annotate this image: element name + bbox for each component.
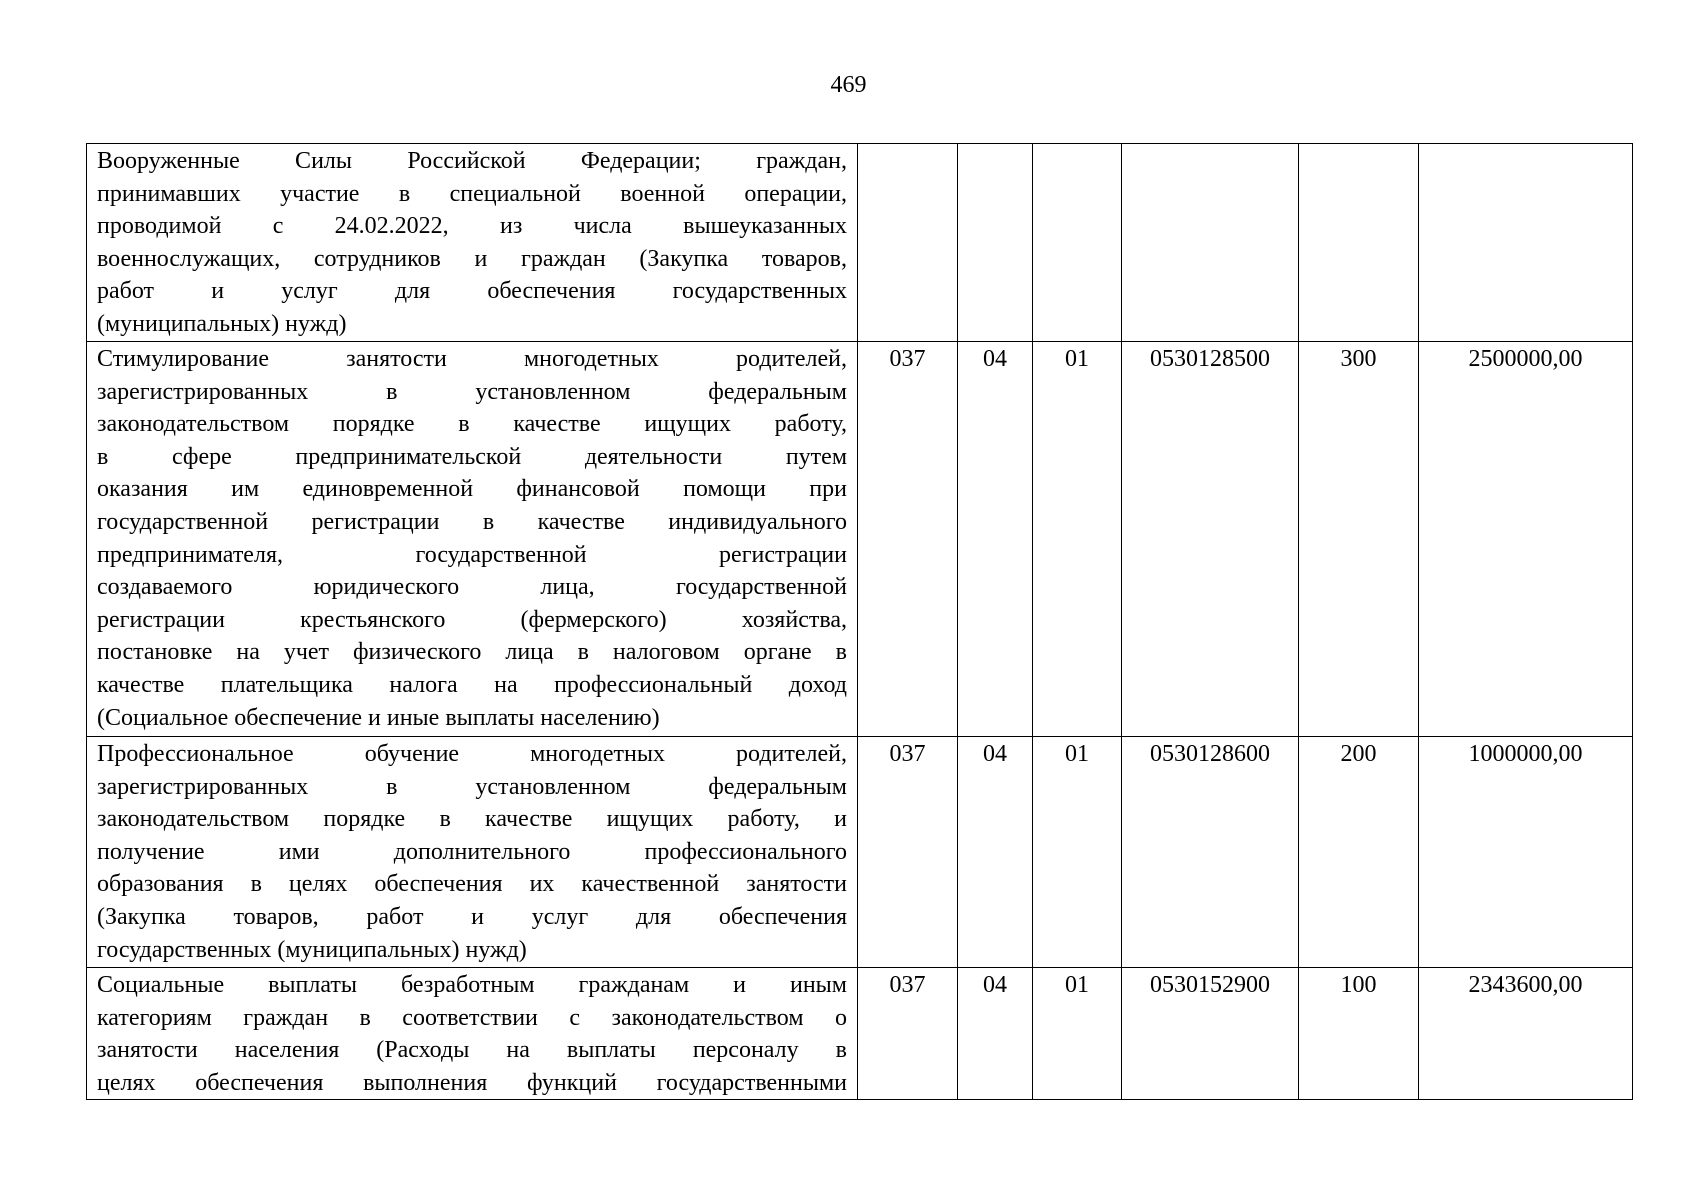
amount-cell: 2343600,00 bbox=[1419, 968, 1633, 1100]
section-code-cell bbox=[958, 144, 1033, 342]
ministry-code-cell bbox=[858, 144, 958, 342]
description-line: Вооруженные Силы Российской Федерации; граждан, bbox=[97, 148, 847, 174]
description-line: законодательством порядке в качестве ищущих работу, bbox=[97, 411, 847, 438]
description-line: зарегистрированных в установленном федеральным bbox=[97, 378, 847, 405]
budget-table bbox=[86, 143, 1633, 1100]
description-line: (Социальное обеспечение и иные выплаты населению) bbox=[97, 704, 660, 731]
amount-cell: 2500000,00 bbox=[1419, 342, 1633, 737]
description-line: занятости населения (Расходы на выплаты персоналу в bbox=[97, 1037, 847, 1064]
section-code-cell: 04 bbox=[958, 737, 1033, 968]
description-line: в сфере предпринимательской деятельности путем bbox=[97, 443, 847, 470]
expense-type-cell: 100 bbox=[1299, 968, 1419, 1100]
subsection-code-cell bbox=[1033, 144, 1122, 342]
description-line: целях обеспечения выполнения функций государственными bbox=[97, 1069, 847, 1096]
section-code-cell: 04 bbox=[958, 342, 1033, 737]
description-line: получение ими дополнительного профессионального bbox=[97, 838, 847, 865]
section-code-cell: 04 bbox=[958, 968, 1033, 1100]
description-line: регистрации крестьянского (фермерского) хозяйства, bbox=[97, 606, 847, 633]
description-line: Социальные выплаты безработным гражданам и иным bbox=[97, 972, 847, 998]
target-article-cell bbox=[1122, 144, 1299, 342]
description-line: качестве плательщика налога на профессиональный доход bbox=[97, 671, 847, 698]
description-line: работ и услуг для обеспечения государственных bbox=[97, 278, 847, 305]
description-line: законодательством порядке в качестве ищущих работу, и bbox=[97, 806, 847, 833]
description-line: категориям граждан в соответствии с законодательством о bbox=[97, 1004, 847, 1031]
description-line: образования в целях обеспечения их качественной занятости bbox=[97, 871, 847, 898]
description-line: оказания им единовременной финансовой помощи при bbox=[97, 476, 847, 503]
table-row bbox=[87, 144, 1633, 342]
description-line: государственных (муниципальных) нужд) bbox=[97, 936, 527, 963]
amount-cell bbox=[1419, 144, 1633, 342]
row-description bbox=[87, 342, 858, 737]
description-line: предпринимателя, государственной регистрации bbox=[97, 541, 847, 568]
description-line: военнослужащих, сотрудников и граждан (Закупка товаров, bbox=[97, 245, 847, 272]
row-description bbox=[87, 737, 858, 968]
description-line: государственной регистрации в качестве индивидуального bbox=[97, 508, 847, 535]
page-number: 469 bbox=[830, 72, 867, 98]
expense-type-cell bbox=[1299, 144, 1419, 342]
target-article-cell: 0530152900 bbox=[1122, 968, 1299, 1100]
target-article-cell: 0530128600 bbox=[1122, 737, 1299, 968]
description-line: принимавших участие в специальной военной операции, bbox=[97, 180, 847, 207]
target-article-cell: 0530128500 bbox=[1122, 342, 1299, 737]
ministry-code-cell: 037 bbox=[858, 342, 958, 737]
row-description bbox=[87, 968, 858, 1100]
subsection-code-cell: 01 bbox=[1033, 968, 1122, 1100]
table-row bbox=[87, 342, 1633, 737]
description-line: (Закупка товаров, работ и услуг для обеспечения bbox=[97, 903, 847, 930]
ministry-code-cell: 037 bbox=[858, 737, 958, 968]
ministry-code-cell: 037 bbox=[858, 968, 958, 1100]
description-line: Профессиональное обучение многодетных родителей, bbox=[97, 741, 847, 767]
description-line: Стимулирование занятости многодетных родителей, bbox=[97, 346, 847, 372]
description-line: проводимой с 24.02.2022, из числа вышеуказанных bbox=[97, 213, 847, 240]
description-line: постановке на учет физического лица в налоговом органе в bbox=[97, 639, 847, 666]
amount-cell: 1000000,00 bbox=[1419, 737, 1633, 968]
subsection-code-cell: 01 bbox=[1033, 737, 1122, 968]
expense-type-cell: 300 bbox=[1299, 342, 1419, 737]
row-description bbox=[87, 144, 858, 342]
subsection-code-cell: 01 bbox=[1033, 342, 1122, 737]
table-row bbox=[87, 737, 1633, 968]
description-line: зарегистрированных в установленном федеральным bbox=[97, 773, 847, 800]
description-line: (муниципальных) нужд) bbox=[97, 310, 347, 337]
table-row bbox=[87, 968, 1633, 1100]
description-line: создаваемого юридического лица, государственной bbox=[97, 574, 847, 601]
expense-type-cell: 200 bbox=[1299, 737, 1419, 968]
